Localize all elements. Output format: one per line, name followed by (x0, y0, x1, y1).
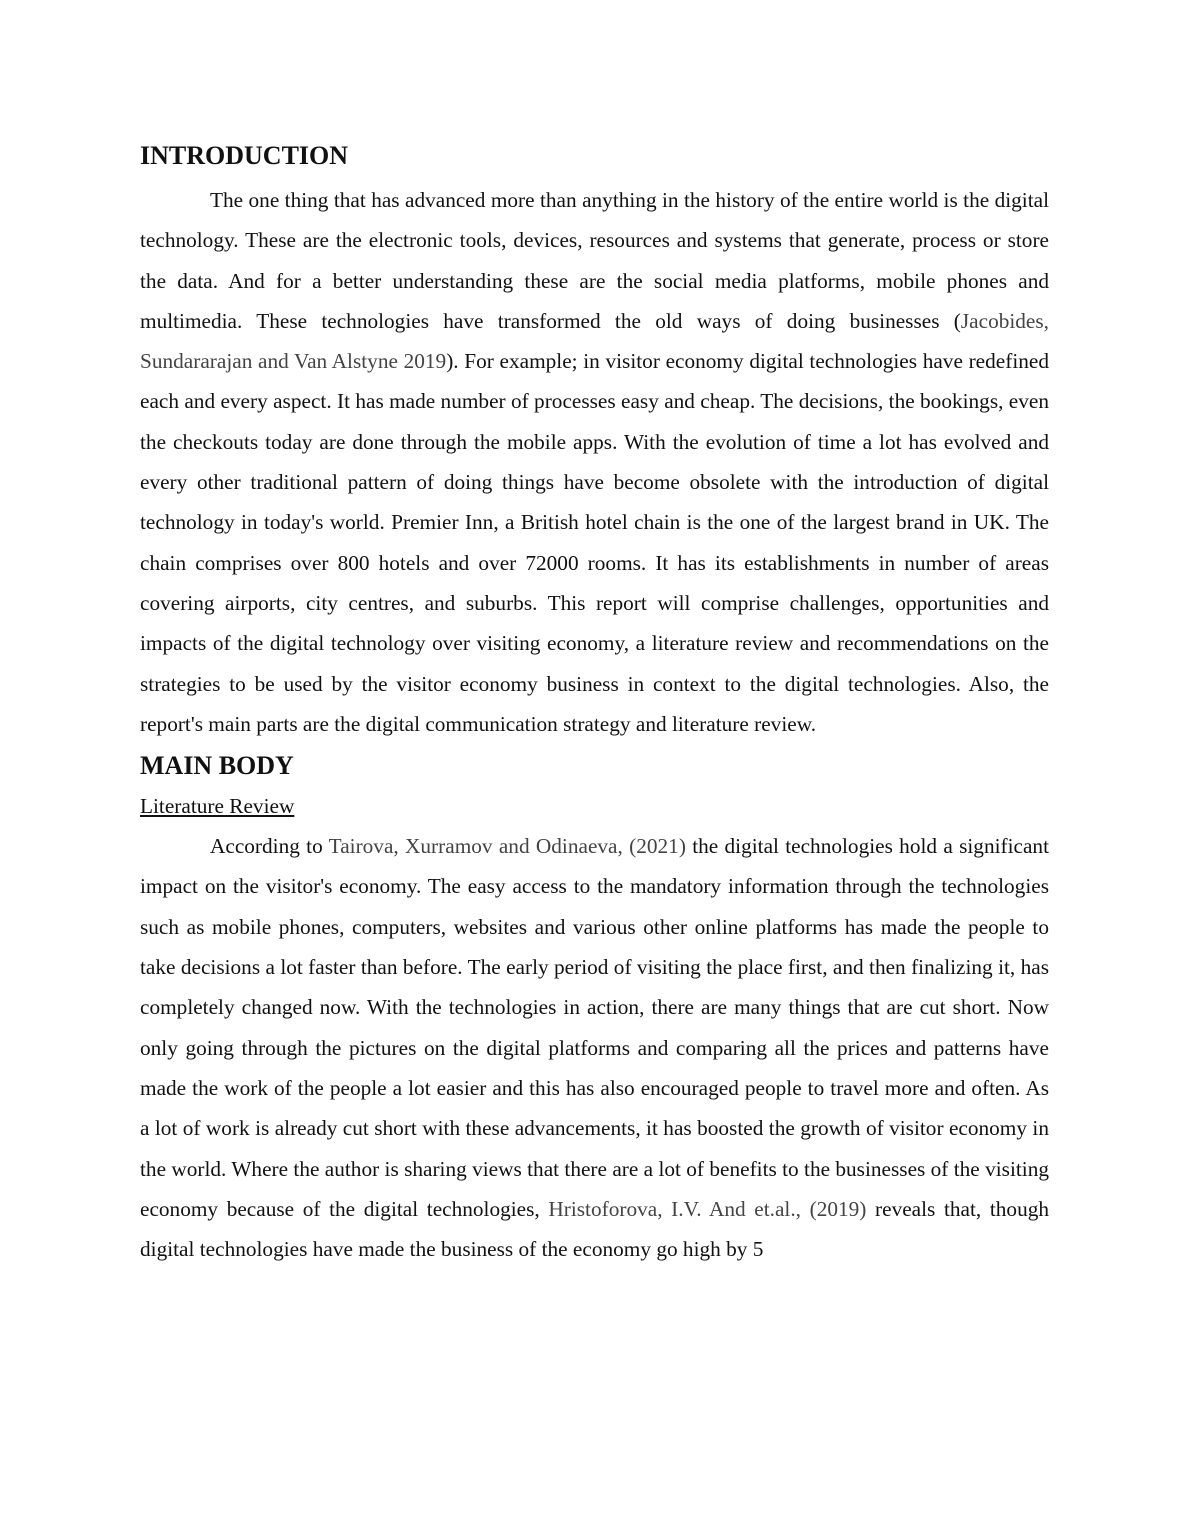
lit-text-3: reveals that, though digital technologies have made the business of the economy go high by 5 (140, 1196, 1050, 1262)
literature-review-paragraph (140, 826, 1049, 1269)
document-page (140, 136, 1049, 1269)
lit-text-1: According to (210, 834, 329, 859)
main-body-heading: MAIN BODY (140, 751, 294, 781)
lit-text-2: the digital technologies hold a significant impact on the visitor's economy. The easy access to the mandatory information through the technologies such as mobile phones, computers, websites and various other online platforms has made the people to take decisions a lot faster than before. The early period of visiting the place first, and then finalizing it, has completely changed now. With the technologies in action, there are many things that are cut short. Now only going through the pictures on the digital platforms and comparing all the prices and patterns have made the work of the people a lot easier and this has also encouraged people to travel more and often. As a lot of work is already cut short with these advancements, it has boosted the growth of visitor economy in the world. Where the author is sharing views that there are a lot of benefits to the businesses of the visiting economy because of the digital technologies, (140, 834, 1049, 1221)
citation-jacobides: Jacobides, Sundararajan and Van Alstyne 2019 (140, 308, 1049, 374)
introduction-heading: INTRODUCTION (140, 141, 349, 170)
intro-text-2: ). For example; in visitor economy digital technologies have redefined each and every aspect. It has made number of processes easy and cheap. The decisions, the bookings, even the checkouts today are done through the mobile apps. With the evolution of time a lot has evolved and every other traditional pattern of doing things have become obsolete with the introduction of digital technology in today's world. Premier Inn, a British hotel chain is the one of the largest brand in UK. The chain comprises over 800 hotels and over 72000 rooms. It has its establishments in number of areas covering airports, city centres, and suburbs. This report will comprise challenges, opportunities and impacts of the digital technology over visiting economy, a literature review and recommendations on the strategies to be used by the visitor economy business in context to the digital technologies. Also, the report's main parts are the digital communication strategy and literature review. (140, 349, 1049, 736)
introduction-paragraph (140, 180, 1049, 744)
citation-hristoforova: Hristoforova, I.V. And et.al., (2019) (548, 1196, 867, 1221)
citation-tairova: Tairova, Xurramov and Odinaeva, (2021) (328, 834, 686, 859)
literature-review-heading: Literature Review (140, 794, 295, 819)
intro-text-1: The one thing that has advanced more than anything in the history of the entire world is the digital technology. These are the electronic tools, devices, resources and systems that generate, process or store the data. And for a better understanding these are the social media platforms, mobile phones and multimedia. These technologies have transformed the old ways of doing businesses ( (140, 188, 1049, 333)
